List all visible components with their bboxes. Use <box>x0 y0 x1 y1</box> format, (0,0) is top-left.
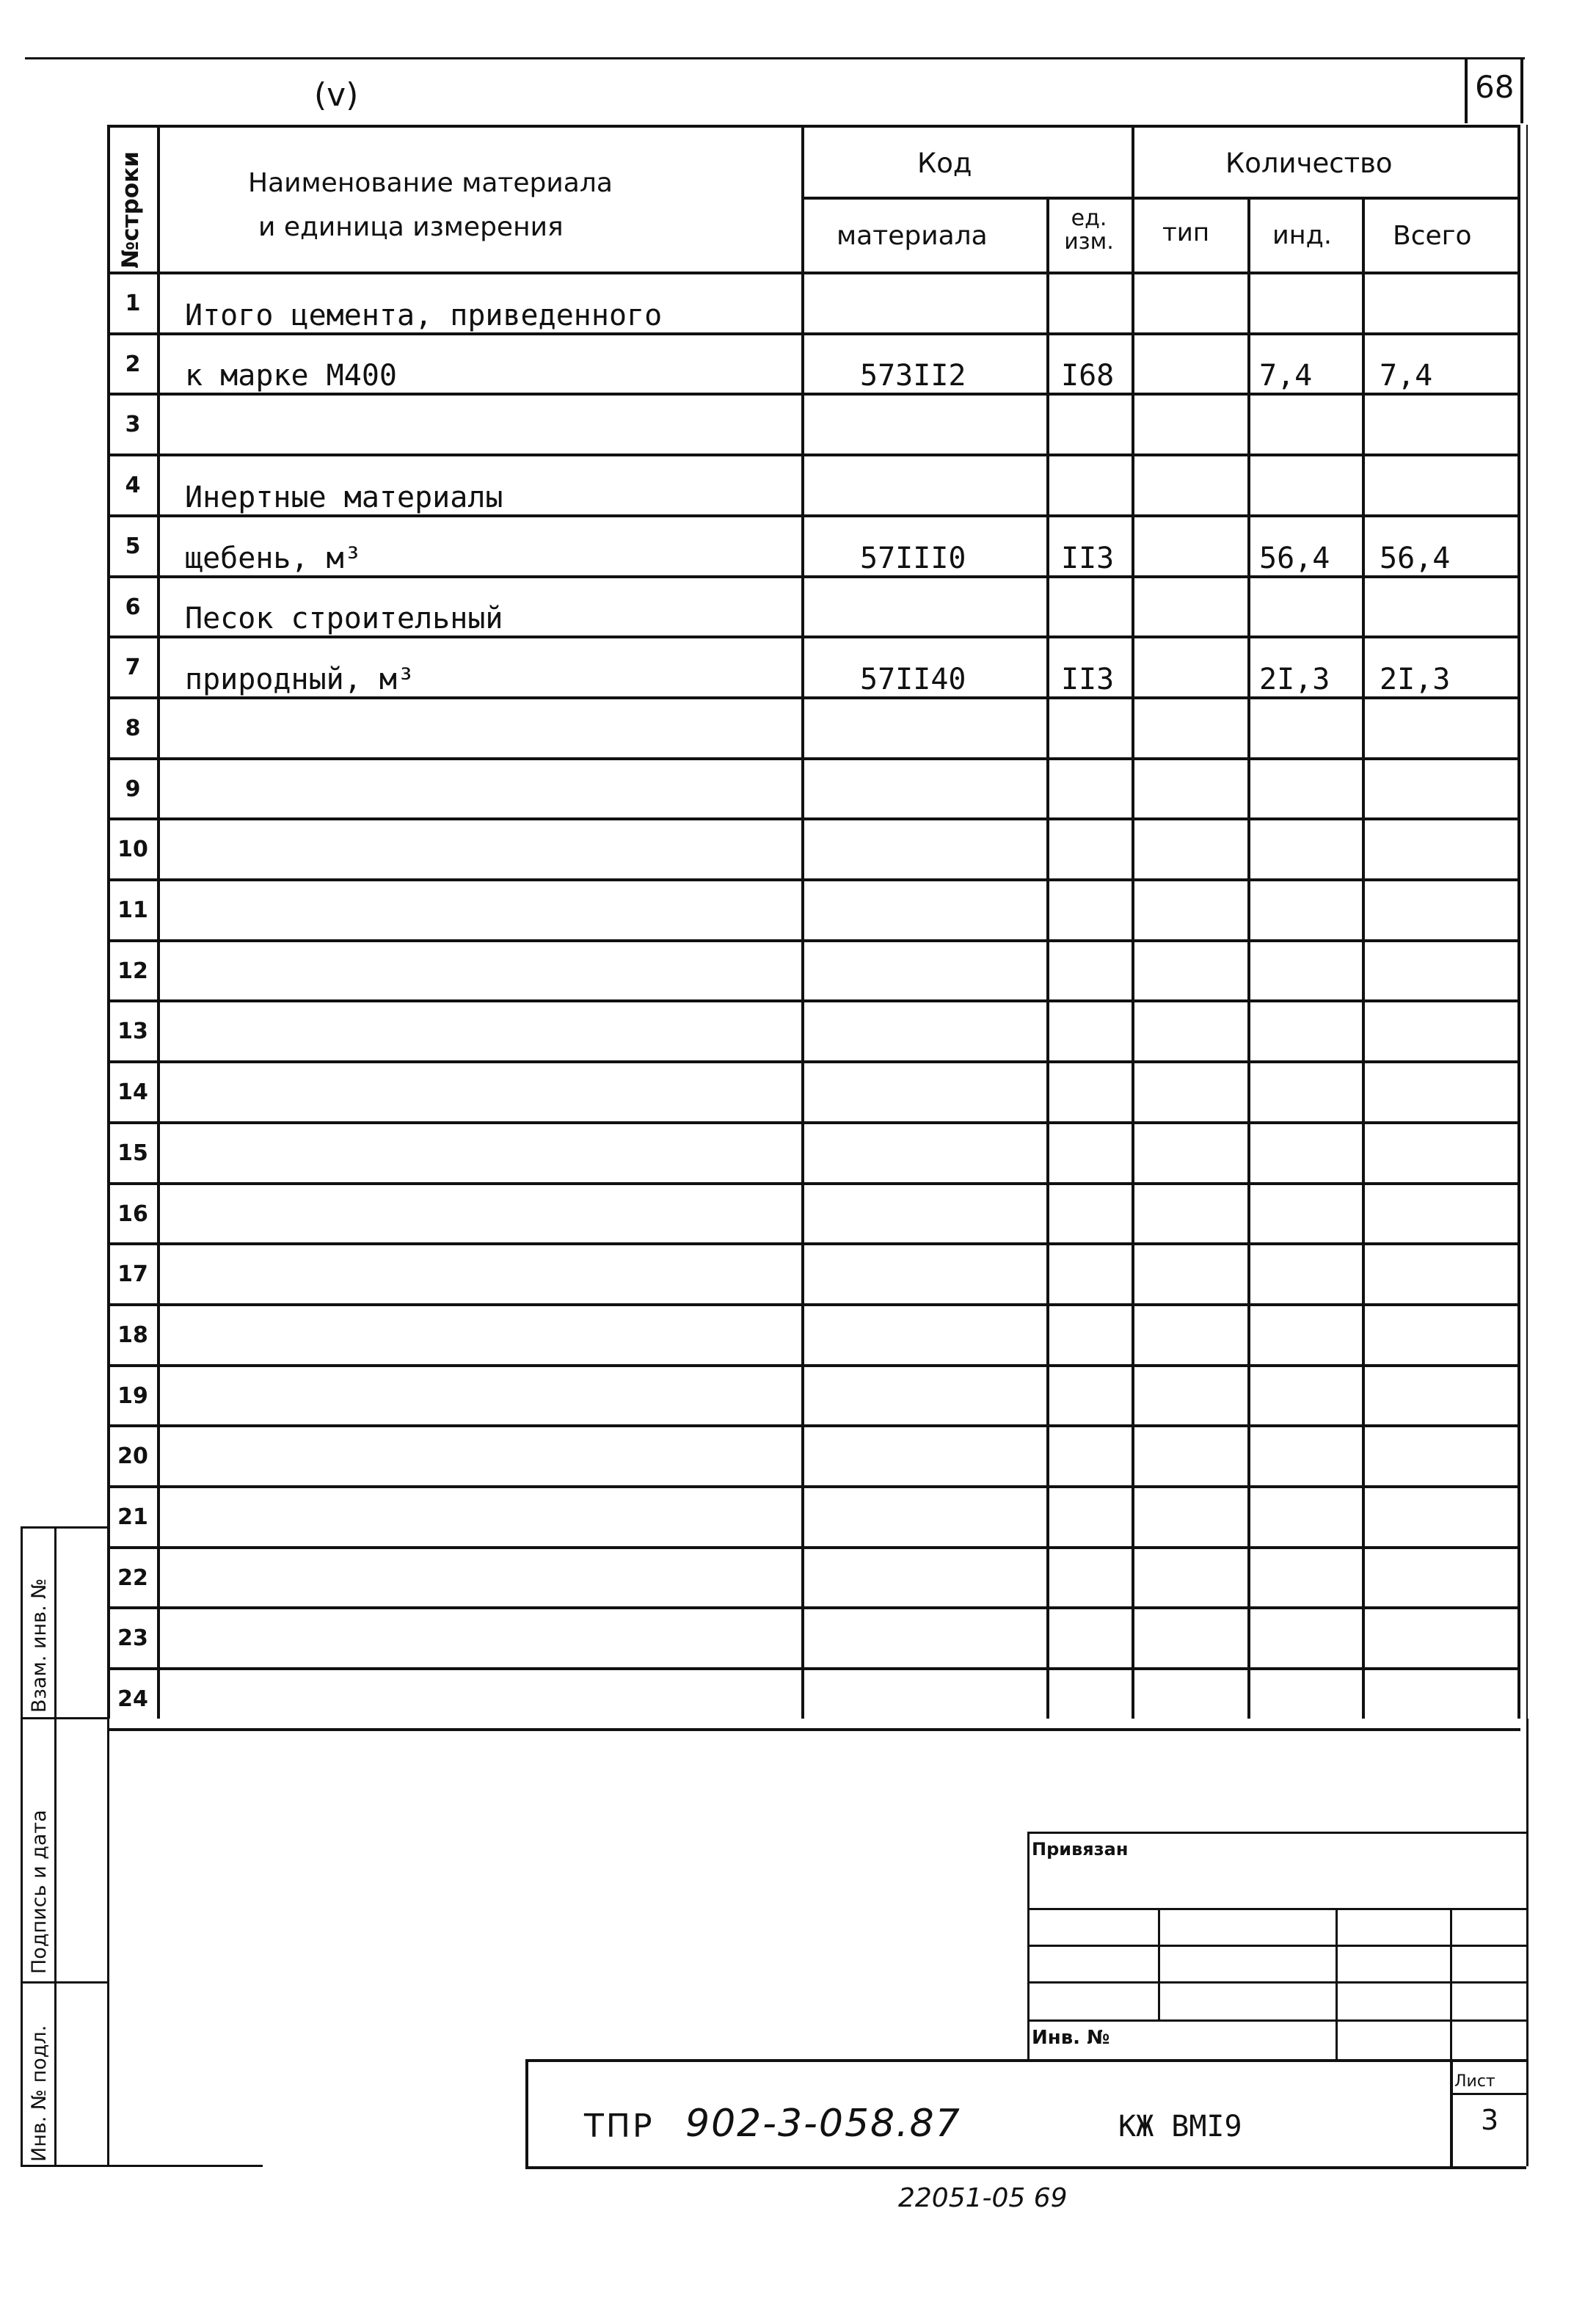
material-code: 57II40 <box>860 662 966 696</box>
material-code: 57III0 <box>860 541 966 575</box>
material-code: 573II2 <box>860 359 966 393</box>
row-number: 20 <box>117 1443 148 1470</box>
binding-label: Привязан <box>1032 1839 1129 1860</box>
row-line <box>107 454 1520 456</box>
row-line <box>107 1182 1520 1185</box>
row-line <box>107 1606 1520 1609</box>
col-divider-name <box>801 125 804 1719</box>
replaces-inv-label: Взам. инв. № <box>28 1578 51 1713</box>
row-number: 13 <box>117 1019 148 1045</box>
sheet-box-divider <box>1450 2093 1526 2095</box>
title-block-top <box>525 2059 1526 2062</box>
row-line <box>107 939 1520 942</box>
row-line <box>107 635 1520 638</box>
original-inv-label: Инв. № подл. <box>28 2025 51 2162</box>
row-number: 8 <box>125 715 141 741</box>
table-border-right <box>1517 125 1520 1719</box>
col-divider-unit <box>1132 125 1134 1719</box>
col-divider-ind <box>1362 197 1365 1719</box>
frame-left-lower <box>107 1719 109 2166</box>
row-line <box>107 878 1520 881</box>
stamp-divider-1 <box>21 1717 107 1719</box>
row-line <box>107 1667 1520 1670</box>
row-line <box>107 1485 1520 1488</box>
name-header-line1: Наименование материала <box>248 168 613 198</box>
row-number: 10 <box>117 837 148 863</box>
row-number: 23 <box>117 1625 148 1652</box>
document-mark: КЖ ВМI9 <box>1118 2110 1242 2143</box>
title-block-bottom <box>525 2166 1526 2169</box>
row-number: 16 <box>117 1201 148 1227</box>
row-line <box>107 332 1520 335</box>
row-line <box>107 393 1520 396</box>
row-number: 5 <box>125 533 141 559</box>
unit-code: II3 <box>1061 662 1115 696</box>
row-line <box>107 1242 1520 1245</box>
material-name: Итого цемента, приведенного <box>185 298 663 332</box>
qty-type-header: тип <box>1162 218 1210 247</box>
quantity-individual: 56,4 <box>1259 541 1330 575</box>
row-number: 24 <box>117 1686 148 1713</box>
code-group-header: Код <box>917 147 972 179</box>
header-mid-line <box>801 197 1520 200</box>
row-line <box>107 575 1520 578</box>
row-number: 3 <box>125 412 141 438</box>
material-name: природный, м³ <box>185 662 415 696</box>
quantity-individual: 7,4 <box>1259 359 1313 393</box>
row-line <box>107 1364 1520 1367</box>
stamp-divider-2 <box>21 1981 107 1984</box>
quantity-total: 2I,3 <box>1380 662 1451 696</box>
col-divider-rowno <box>157 125 160 1719</box>
col-divider-type <box>1247 197 1250 1719</box>
col-divider-code <box>1046 197 1049 1719</box>
quantity-individual: 2I,3 <box>1259 662 1330 696</box>
row-line <box>107 1060 1520 1063</box>
binding-col-3 <box>1450 1908 1452 2059</box>
unit-code-header: ед. изм. <box>1064 205 1114 255</box>
row-number: 14 <box>117 1079 148 1106</box>
footer-number: 22051-05 69 <box>898 2183 1068 2213</box>
document-code: 902-3-058.87 <box>685 2102 961 2146</box>
page-number: 68 <box>1475 69 1515 105</box>
row-number: 12 <box>117 958 148 984</box>
row-line <box>107 696 1520 699</box>
name-header-line2: и единица измерения <box>258 212 564 242</box>
row-line <box>107 817 1520 820</box>
quantity-total: 7,4 <box>1380 359 1433 393</box>
row-line <box>107 514 1520 517</box>
row-line <box>107 1121 1520 1124</box>
row-number: 7 <box>125 655 141 681</box>
material-name: Инертные материалы <box>185 480 503 514</box>
row-number: 22 <box>117 1565 148 1591</box>
header-bottom-line <box>107 272 1520 274</box>
row-number: 18 <box>117 1322 148 1348</box>
sheet-number: 3 <box>1481 2104 1499 2136</box>
row-number: 4 <box>125 473 141 499</box>
quantity-total: 56,4 <box>1380 541 1451 575</box>
qty-total-header: Всего <box>1393 221 1472 251</box>
row-number: 9 <box>125 776 141 802</box>
header-top-line <box>107 125 1520 128</box>
row-line <box>107 1728 1520 1731</box>
row-line <box>107 1546 1520 1549</box>
signature-date-label: Подпись и дата <box>28 1810 51 1974</box>
table-border-right-outer <box>1526 125 1528 1719</box>
material-code-header: материала <box>837 221 988 251</box>
binding-block-top <box>1027 1832 1526 1834</box>
row-number: 2 <box>125 351 141 377</box>
row-number: 17 <box>117 1261 148 1288</box>
row-number: 19 <box>117 1383 148 1409</box>
row-line <box>107 757 1520 760</box>
row-number: 21 <box>117 1504 148 1530</box>
material-name: Песок строительный <box>185 602 503 636</box>
quantity-group-header: Количество <box>1225 147 1393 179</box>
row-line <box>107 1424 1520 1427</box>
row-line <box>107 999 1520 1002</box>
row-number: 6 <box>125 594 141 620</box>
binding-col-2 <box>1336 1908 1338 2059</box>
material-name: к марке М400 <box>185 359 397 393</box>
unit-code: I68 <box>1061 359 1115 393</box>
stamp-bottom <box>21 2165 263 2167</box>
sheet-label: Лист <box>1454 2072 1495 2091</box>
stamp-top <box>21 1526 107 1529</box>
stamp-column-left <box>21 1526 23 2166</box>
row-number-header: №строки <box>117 151 144 269</box>
unit-code: II3 <box>1061 541 1115 575</box>
material-name: щебень, м³ <box>185 541 362 575</box>
stamp-column-right <box>54 1526 57 2166</box>
frame-right-lower <box>1526 1719 1528 2166</box>
row-number: 1 <box>125 291 141 316</box>
row-number: 11 <box>117 897 148 923</box>
title-block-left <box>525 2059 528 2166</box>
sheet-box-left <box>1450 2059 1453 2166</box>
document-prefix: ТПР <box>584 2108 655 2145</box>
qty-ind-header: инд. <box>1272 221 1332 250</box>
row-number: 15 <box>117 1140 148 1166</box>
inventory-no-label: Инв. № <box>1032 2027 1110 2049</box>
row-line <box>107 1303 1520 1306</box>
top-mark: (v) <box>314 76 359 114</box>
binding-col-1 <box>1158 1908 1160 2019</box>
